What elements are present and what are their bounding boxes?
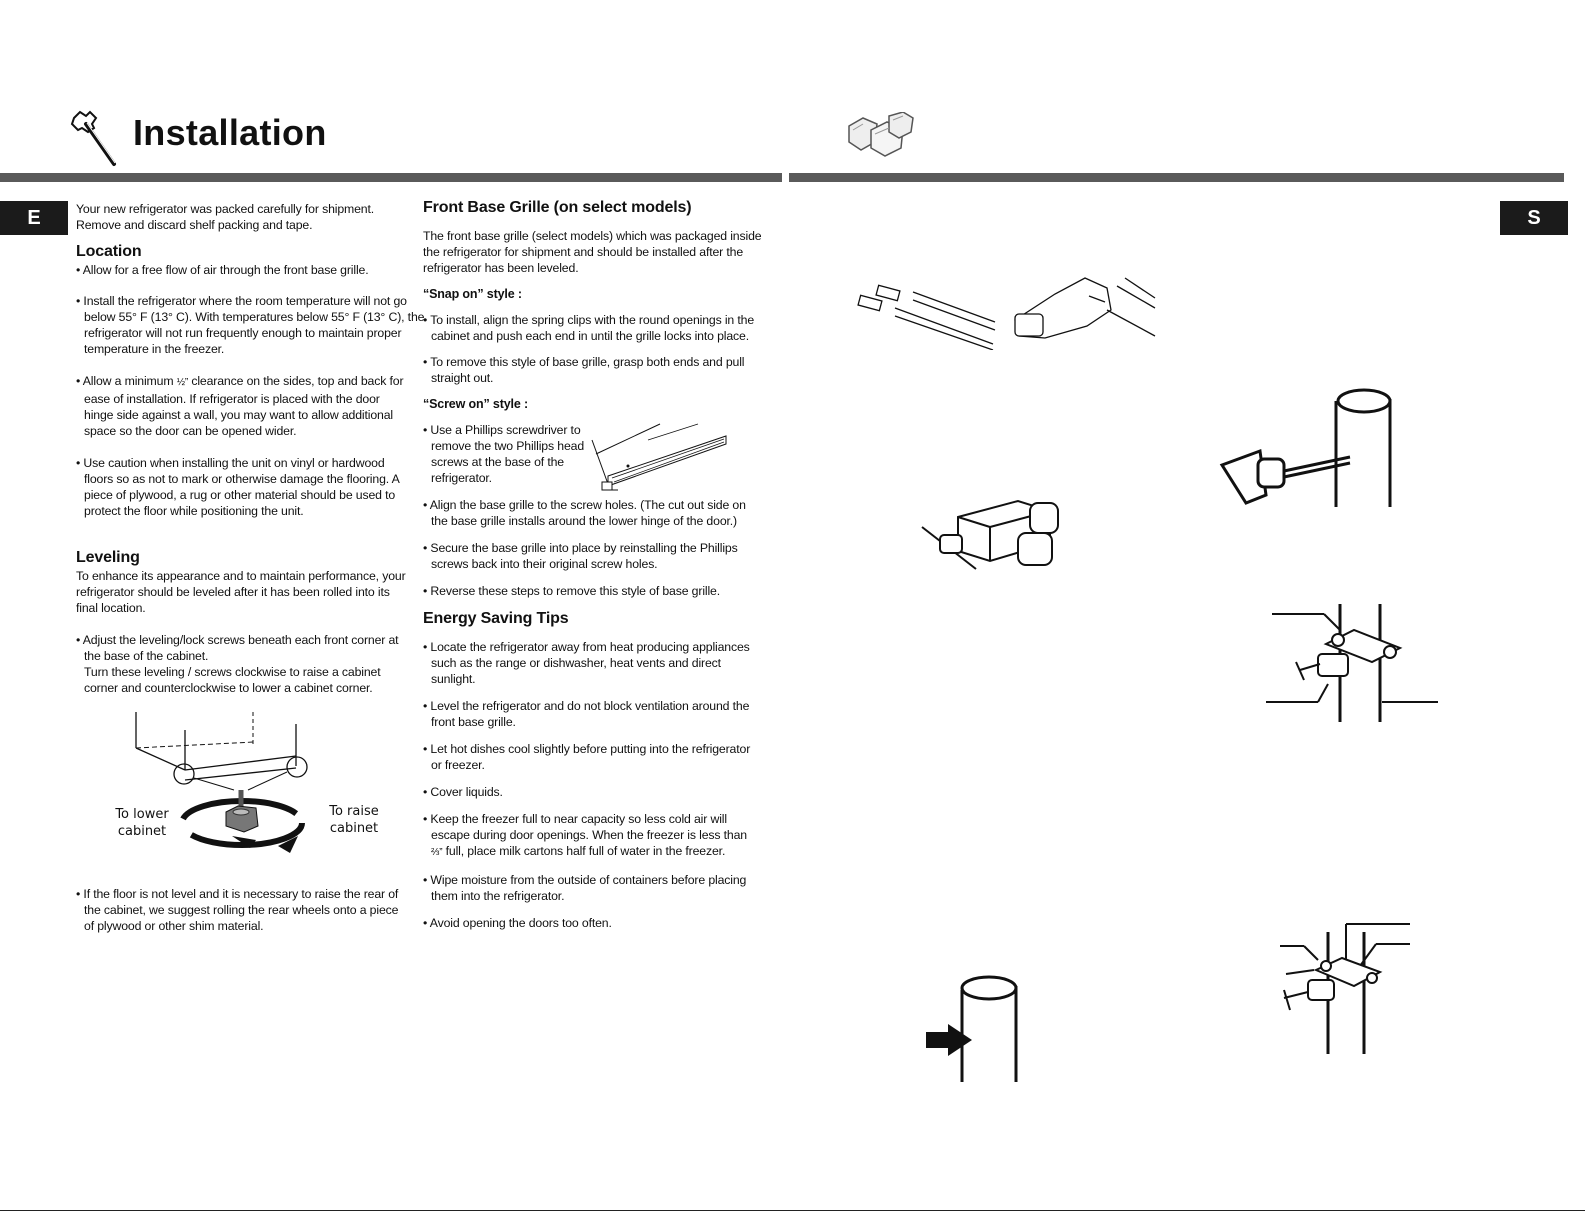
snap-bullet-2: • To remove this style of base grille, grasp both ends and pull straight out. [423, 354, 756, 386]
location-heading: Location [76, 243, 142, 260]
screw-bullet-3: • Secure the base grille into place by reinstalling the Phillips screws back into their original screw holes. [423, 540, 763, 572]
intro-line-1: Your new refrigerator was packed carefully for shipment. [76, 202, 375, 216]
energy-bullet-6: • Wipe moisture from the outside of containers before placing them into the refrigerator. [423, 872, 756, 904]
tubing-and-drill-illustration [855, 270, 1160, 350]
leveling-intro: To enhance its appearance and to maintain performance, your refrigerator should be leveled after it has been rolled into its final location. [76, 569, 406, 615]
middle-column [423, 198, 763, 931]
leveling-heading: Leveling [76, 549, 140, 566]
pipe-arrow-illustration [922, 970, 1022, 1085]
language-tab-english: E [0, 201, 68, 235]
leveling-bullet-1-cont: Turn these leveling / screws clockwise to raise a cabinet corner and counterclockwise to lower a cabinet corner. [84, 665, 381, 695]
pipe-drill-illustration [1218, 385, 1398, 511]
snap-on-heading: “Snap on” style : [423, 287, 522, 301]
energy-heading: Energy Saving Tips [423, 610, 569, 627]
ice-cubes-icon [845, 112, 915, 160]
leveling-bullet-1: • Adjust the leveling/lock screws beneath each front corner at the base of the cabinet. [76, 632, 409, 664]
grille-screw-illustration [588, 420, 730, 500]
energy-bullet-7: • Avoid opening the doors too often. [423, 915, 763, 931]
header-rule-left [0, 173, 782, 182]
screw-bullet-1: • Use a Phillips screwdriver to remove the two Phillips head screws at the base of the refrigerator. [423, 422, 591, 486]
header-rule-right [789, 173, 1564, 182]
left-column [76, 201, 425, 696]
saddle-valve-illustration-1 [1262, 600, 1442, 726]
leveling-bullet-2: • If the floor is not level and it is necessary to raise the rear of the cabinet, we suggest rolling the rear wheels onto a piece of plywood or other shim material. [76, 886, 406, 934]
intro-line-2: Remove and discard shelf packing and tape. [76, 218, 313, 232]
leveling-bullet-2-wrap [76, 886, 406, 934]
grille-intro: The front base grille (select models) which was packaged inside the refrigerator for shipment and should be installed after the refrigerator has been leveled. [423, 229, 762, 275]
location-bullet-2: • Install the refrigerator where the room temperature will not go below 55° F (13° C). With temperatures below 55° F (13° C), the refrigerator will not run frequently enough to maintain proper temperature in the freezer. [76, 293, 434, 357]
energy-bullet-2: • Level the refrigerator and do not block ventilation around the front base grille. [423, 698, 759, 730]
to-lower-label: To lower cabinet [115, 807, 169, 839]
valve-illustration [918, 495, 1068, 575]
to-raise-label: To raise cabinet [329, 804, 379, 836]
screw-bullet-4: • Reverse these steps to remove this style of base grille. [423, 583, 763, 599]
location-bullet-4: • Use caution when installing the unit on vinyl or hardwood floors so as not to mark or otherwise damage the flooring. A piece of plywood, a rug or other material should be used to protect the floor while positioning the unit. [76, 455, 414, 519]
energy-bullet-1: • Locate the refrigerator away from heat producing appliances such as the range or dishwasher, heat vents and direct sunlight. [423, 639, 759, 687]
screw-on-heading: “Screw on” style : [423, 397, 528, 411]
screw-bullet-2: • Align the base grille to the screw holes. (The cut out side on the base grille installs around the lower hinge of the door.) [423, 497, 763, 529]
leveling-diagram [110, 708, 340, 868]
page-bottom-rule [0, 1210, 1585, 1211]
energy-bullet-3: • Let hot dishes cool slightly before putting into the refrigerator or freezer. [423, 741, 759, 773]
language-tab-spanish: S [1500, 201, 1568, 235]
energy-bullet-5: • Keep the freezer full to near capacity so less cold air will escape during door openings. When the freezer is less than ⅔” full, place milk cartons half full of water in the freezer. [423, 811, 756, 861]
wrench-icon [70, 110, 125, 170]
location-bullet-3: • Allow a minimum ½” clearance on the sides, top and back for ease of installation. If refrigerator is placed with the door hinge side against a wall, you may want to allow additional space so the door can be opened wider. [76, 373, 404, 439]
snap-bullet-1: • To install, align the spring clips with the round openings in the cabinet and push each end in until the grille locks into place. [423, 312, 763, 344]
energy-bullet-4: • Cover liquids. [423, 784, 763, 800]
page-title: Installation [133, 112, 327, 153]
saddle-valve-illustration-2 [1276, 918, 1416, 1058]
grille-heading: Front Base Grille (on select models) [423, 199, 692, 216]
location-bullet-1: • Allow for a free flow of air through the front base grille. [76, 262, 421, 278]
